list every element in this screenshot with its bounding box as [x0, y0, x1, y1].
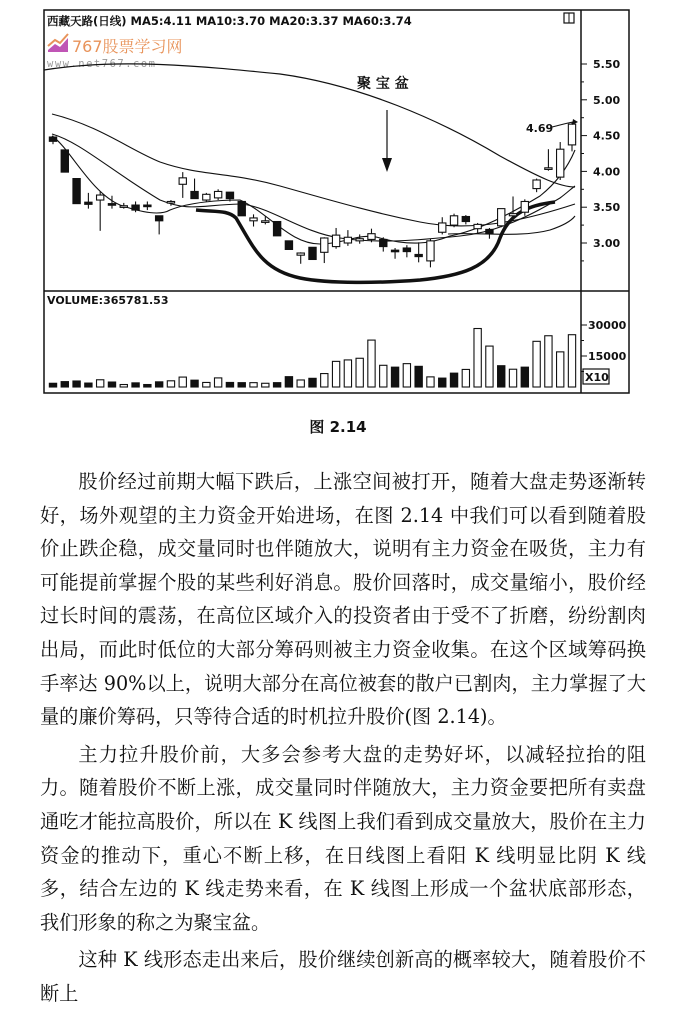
candle-down	[462, 217, 469, 222]
candle-up	[262, 221, 269, 223]
volume-bar-down	[73, 381, 80, 387]
volume-bar-up	[533, 341, 540, 387]
candle-down	[49, 137, 56, 141]
volume-multiplier: X10	[585, 371, 609, 384]
volume-tick-label: 30000	[588, 319, 627, 332]
candle-up	[321, 238, 328, 252]
volume-bar-down	[450, 373, 457, 387]
candle-down	[132, 205, 139, 210]
candle-up	[474, 224, 481, 228]
price-tick-label: 4.00	[593, 165, 621, 179]
candle-up	[521, 201, 528, 212]
volume-bar-down	[132, 383, 139, 387]
peak-price-label: 4.69	[526, 122, 554, 135]
watermark-brand: 767股票学习网	[72, 37, 183, 56]
candle-down	[238, 201, 245, 215]
volume-label: VOLUME:365781.53	[47, 294, 169, 307]
paragraph: 股价经过前期大幅下跌后，上涨空间被打开，随着大盘走势逐渐转好，场外观望的主力资金开始进场，在图 2.14 中我们可以看到随着股价止跌企稳，成交量同时也伴随放大，说明有主力资金在吸货，主力有可能提前掌握个股的某些利好消息。股价回落时，成交量缩小，股价经过长时间的震荡，在高位区域介入的投资者由于受不了折磨，纷纷割肉出局，而此时低位的大部分筹码则被主力资金收集。在这个区域筹码换手率达 90%以上，说明大部分在高位被套的散户已割肉，主力掌握了大量的廉价筹码，只等待合适的时机拉升股价(图 2.14)。	[40, 470, 646, 729]
volume-bar-up	[474, 329, 481, 387]
candle-up	[533, 180, 540, 189]
down-arrow-icon	[382, 158, 392, 172]
candle-up	[498, 209, 505, 226]
volume-tick-label: 15000	[588, 350, 627, 363]
volume-bar-up	[120, 385, 127, 387]
paragraph: 主力拉升股价前，大多会参考大盘的走势好坏，以减轻拉抬的阻力。随着股价不断上涨，成交量同时伴随放大，主力资金要把所有卖盘通吃才能拉高股价，所以在 K 线图上我们看到成交量放大，股价在主力资金的推动下，重心不断上移，在日线图上看阳 K 线明显比阴 K 线多，结合左边的 K 线走势来看，在 K 线图上形成一个盆状底部形态，我们形象的称之为聚宝盆。	[40, 742, 646, 934]
volume-bar-down	[521, 367, 528, 387]
volume-bar-up	[427, 377, 434, 387]
pattern-label: 聚 宝 盆	[357, 76, 409, 92]
volume-bar-down	[144, 385, 151, 387]
candle-up	[557, 149, 564, 177]
volume-bar-down	[156, 382, 163, 387]
volume-bar-up	[297, 380, 304, 387]
volume-bar-up	[368, 340, 375, 387]
candle-up	[509, 214, 516, 216]
volume-bar-up	[250, 383, 257, 387]
volume-bar-up	[167, 381, 174, 387]
volume-bar-up	[344, 360, 351, 387]
chart-header: 西藏天路(日线) MA5:4.11 MA10:3.70 MA20:3.37 MA60:3.74	[47, 14, 412, 28]
candle-up	[179, 178, 186, 184]
volume-bar-down	[285, 377, 292, 387]
volume-bar-down	[498, 366, 505, 387]
watermark-logo-icon	[48, 38, 68, 52]
volume-bar-up	[462, 369, 469, 387]
candle-up	[344, 237, 351, 243]
volume-bar-down	[273, 383, 280, 387]
volume-axis	[581, 319, 627, 372]
volume-bar-down	[61, 382, 68, 387]
candle-down	[486, 229, 493, 233]
price-tick-label: 3.50	[593, 201, 621, 215]
ma20-line	[52, 114, 575, 226]
candle-down	[309, 247, 316, 259]
volume-bar-down	[85, 383, 92, 387]
volume-bar-up	[545, 336, 552, 387]
volume-bar-up	[509, 369, 516, 387]
volume-bar-up	[356, 358, 363, 387]
price-tick-label: 4.50	[593, 129, 621, 143]
volume-bar-up	[568, 335, 575, 387]
volume-bar-down	[108, 382, 115, 387]
volume-bar-down	[226, 382, 233, 387]
candle-down	[73, 179, 80, 204]
volume-bar-down	[309, 378, 316, 387]
volume-bar-up	[321, 374, 328, 387]
candle-up	[250, 218, 257, 221]
volume-bar-up	[97, 380, 104, 387]
moving-average-lines	[44, 64, 575, 244]
candle-up	[450, 216, 457, 225]
paragraph: 这种 K 线形态走出来后，股价继续创新高的概率较大，随着股价不断上	[40, 948, 646, 1005]
volume-bar-up	[179, 377, 186, 387]
volume-bar-up	[262, 383, 269, 387]
candle-up	[427, 241, 434, 261]
candle-down	[391, 250, 398, 252]
candle-down	[191, 191, 198, 198]
candlestick-chart-figure	[0, 0, 676, 400]
volume-bar-up	[214, 378, 221, 387]
candle-down	[156, 216, 163, 221]
candle-up	[297, 253, 304, 255]
volume-bars	[49, 329, 575, 387]
volume-bar-down	[238, 383, 245, 387]
price-tick-label: 5.00	[593, 93, 621, 107]
volume-bar-up	[486, 346, 493, 387]
candle-down	[226, 192, 233, 198]
price-axis	[581, 58, 620, 261]
watermark-url: www.net767.com	[47, 58, 157, 70]
candle-up	[356, 239, 363, 241]
candle-up	[545, 168, 552, 170]
ma10-line	[52, 134, 575, 241]
volume-bar-down	[191, 380, 198, 387]
candle-up	[214, 191, 221, 197]
chart-canvas	[0, 0, 676, 400]
candle-up	[167, 201, 174, 203]
candle-down	[144, 205, 151, 207]
candle-up	[97, 195, 104, 200]
volume-bar-down	[49, 383, 56, 387]
volume-bar-up	[203, 382, 210, 387]
candle-down	[285, 241, 292, 250]
candle-down	[403, 248, 410, 252]
candle-up	[332, 235, 339, 246]
volume-bar-up	[380, 365, 387, 387]
ma60-line	[44, 64, 575, 187]
volume-bar-down	[415, 366, 422, 387]
volume-bar-up	[332, 361, 339, 387]
candle-up	[439, 223, 446, 232]
volume-bar-up	[403, 364, 410, 387]
price-tick-label: 3.00	[593, 237, 621, 250]
volume-bar-down	[391, 367, 398, 387]
price-tick-label: 5.50	[593, 58, 621, 71]
volume-bar-down	[439, 378, 446, 387]
candle-up	[120, 206, 127, 208]
candle-down	[61, 150, 68, 172]
candle-down	[273, 222, 280, 236]
candle-down	[85, 202, 92, 204]
figure-caption: 图 2.14	[309, 418, 367, 436]
candle-up	[568, 124, 575, 145]
candle-down	[108, 204, 115, 206]
candle-up	[203, 194, 210, 200]
candle-up	[368, 234, 375, 240]
candle-down	[380, 239, 387, 246]
candle-down	[415, 254, 422, 256]
volume-bar-up	[557, 352, 564, 387]
